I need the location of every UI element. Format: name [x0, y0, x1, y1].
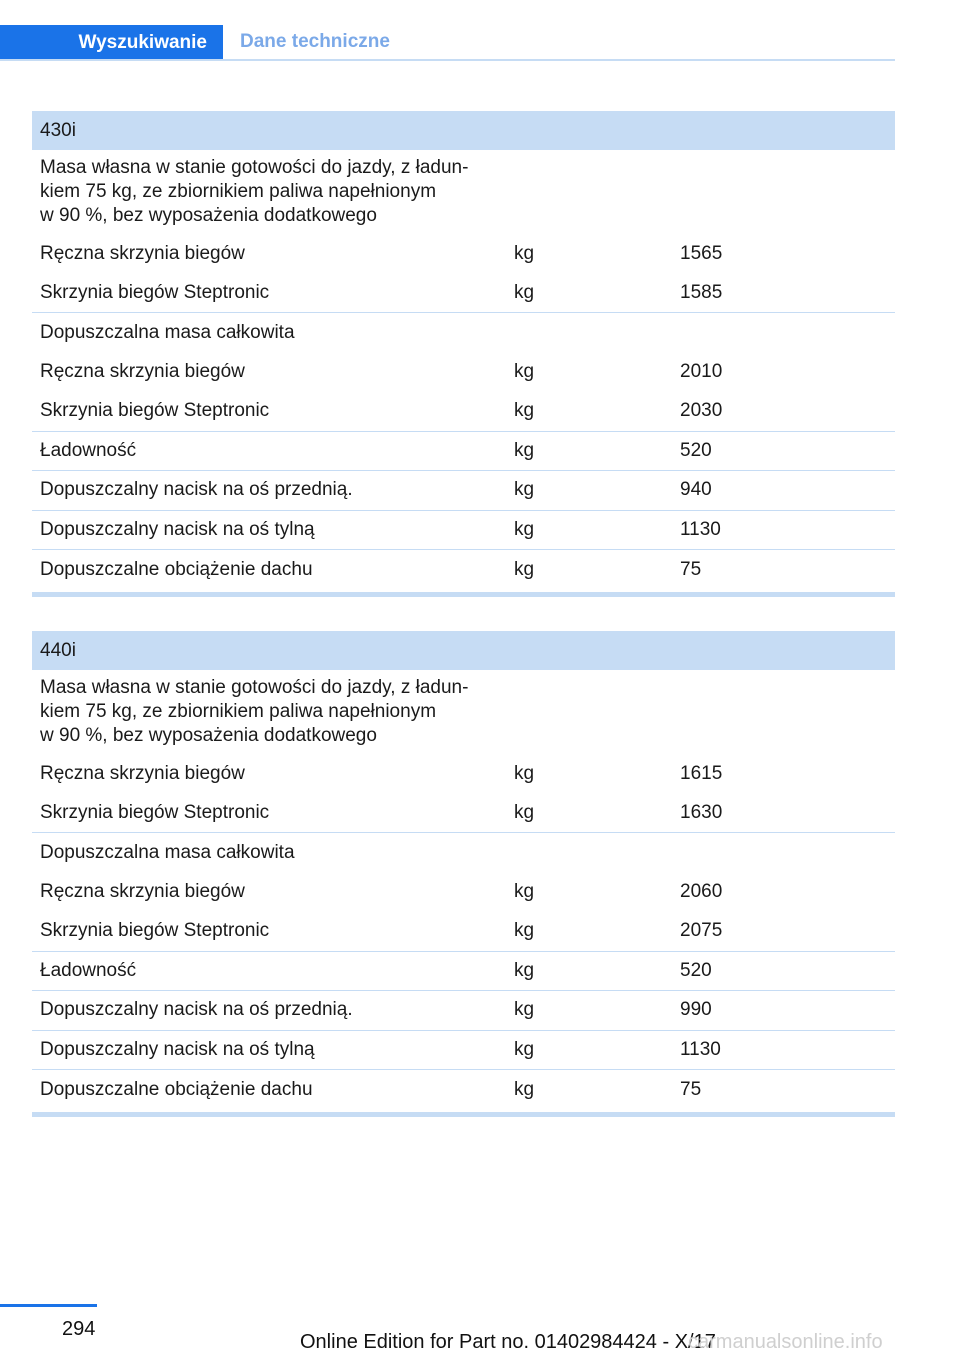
row-value: 75 [680, 558, 702, 580]
row-value: 1585 [680, 281, 723, 303]
table-description [32, 150, 492, 234]
watermark: carmanualsonline.info [688, 1331, 883, 1353]
row-label: Dopuszczalny nacisk na oś tylną [40, 518, 315, 540]
table-title: 440i [32, 631, 895, 670]
description-line: w 90 %, bez wyposażenia dodatkowego [40, 205, 377, 226]
tab-search[interactable]: Wyszukiwanie [0, 25, 223, 61]
row-value: 2010 [680, 361, 723, 383]
table-row [32, 991, 895, 1031]
row-value: 1630 [680, 801, 723, 823]
edition-footer: Online Edition for Part no. 01402984424 - X/17 [300, 1331, 716, 1353]
table-description [32, 670, 492, 754]
description-line: w 90 %, bez wyposażenia dodatkowego [40, 725, 377, 746]
row-unit: kg [514, 762, 535, 784]
row-label: Skrzynia biegów Steptronic [40, 400, 270, 422]
row-unit: kg [514, 1078, 535, 1100]
table-row [32, 392, 895, 432]
row-label: Dopuszczalne obciążenie dachu [40, 558, 313, 580]
row-value: 1130 [680, 1038, 721, 1060]
row-unit: kg [514, 400, 535, 422]
row-unit: kg [514, 242, 535, 264]
row-label: Dopuszczalny nacisk na oś przednią. [40, 479, 353, 501]
row-unit: kg [514, 281, 535, 303]
row-label: Dopuszczalna masa całkowita [40, 841, 295, 863]
row-value: 940 [680, 479, 712, 501]
row-value: 990 [680, 999, 712, 1021]
row-unit: kg [514, 439, 535, 461]
row-value: 520 [680, 959, 712, 981]
table-row [32, 511, 895, 551]
table-title: 430i [32, 111, 895, 150]
row-value: 1565 [680, 242, 723, 264]
row-unit: kg [514, 881, 535, 903]
row-unit: kg [514, 361, 535, 383]
table-end-bar [32, 1112, 895, 1117]
page-number-bar [0, 1304, 97, 1307]
row-unit: kg [514, 479, 535, 501]
row-value: 1615 [680, 762, 723, 784]
row-value: 2060 [680, 881, 723, 903]
table-row [32, 313, 895, 353]
row-unit: kg [514, 920, 535, 942]
table-row [32, 550, 895, 590]
row-label: Dopuszczalny nacisk na oś tylną [40, 1038, 315, 1060]
row-label: Ręczna skrzynia biegów [40, 881, 245, 903]
row-unit: kg [514, 999, 535, 1021]
row-label: Ręczna skrzynia biegów [40, 361, 245, 383]
row-value: 1130 [680, 518, 721, 540]
row-label: Dopuszczalna masa całkowita [40, 321, 295, 343]
table-row [32, 1070, 895, 1110]
row-label: Skrzynia biegów Steptronic [40, 920, 270, 942]
table-row [32, 952, 895, 992]
table-row [32, 873, 895, 913]
spec-table-430i [32, 111, 895, 597]
row-label: Ładowność [40, 439, 137, 461]
row-value: 2075 [680, 920, 723, 942]
row-value: 2030 [680, 400, 723, 422]
tab-technical-data[interactable]: Dane techniczne [240, 31, 390, 52]
table-row [32, 471, 895, 511]
row-label: Skrzynia biegów Steptronic [40, 801, 270, 823]
row-label: Skrzynia biegów Steptronic [40, 281, 270, 303]
row-unit: kg [514, 518, 535, 540]
table-row [32, 833, 895, 873]
row-value: 520 [680, 439, 712, 461]
description-line: kiem 75 kg, ze zbiornikiem paliwa napełnionym [40, 701, 437, 722]
row-label: Ręczna skrzynia biegów [40, 762, 245, 784]
row-label: Dopuszczalny nacisk na oś przednią. [40, 999, 353, 1021]
table-row [32, 432, 895, 472]
row-label: Dopuszczalne obciążenie dachu [40, 1078, 313, 1100]
description-line: kiem 75 kg, ze zbiornikiem paliwa napełnionym [40, 181, 437, 202]
table-row [32, 274, 895, 314]
description-line: Masa własna w stanie gotowości do jazdy, z ładun- [40, 677, 469, 698]
row-unit: kg [514, 801, 535, 823]
spec-table-440i [32, 631, 895, 1117]
row-label: Ręczna skrzynia biegów [40, 242, 245, 264]
table-row [32, 353, 895, 393]
table-row [32, 754, 895, 794]
row-label: Ładowność [40, 959, 137, 981]
row-value: 75 [680, 1078, 702, 1100]
row-unit: kg [514, 959, 535, 981]
header-divider [0, 59, 895, 61]
row-unit: kg [514, 1038, 535, 1060]
page-number: 294 [62, 1318, 96, 1340]
table-end-bar [32, 592, 895, 597]
table-row [32, 912, 895, 952]
row-unit: kg [514, 558, 535, 580]
table-row [32, 234, 895, 274]
description-line: Masa własna w stanie gotowości do jazdy, z ładun- [40, 157, 469, 178]
header-bar [0, 25, 895, 61]
table-row [32, 1031, 895, 1071]
table-row [32, 794, 895, 834]
